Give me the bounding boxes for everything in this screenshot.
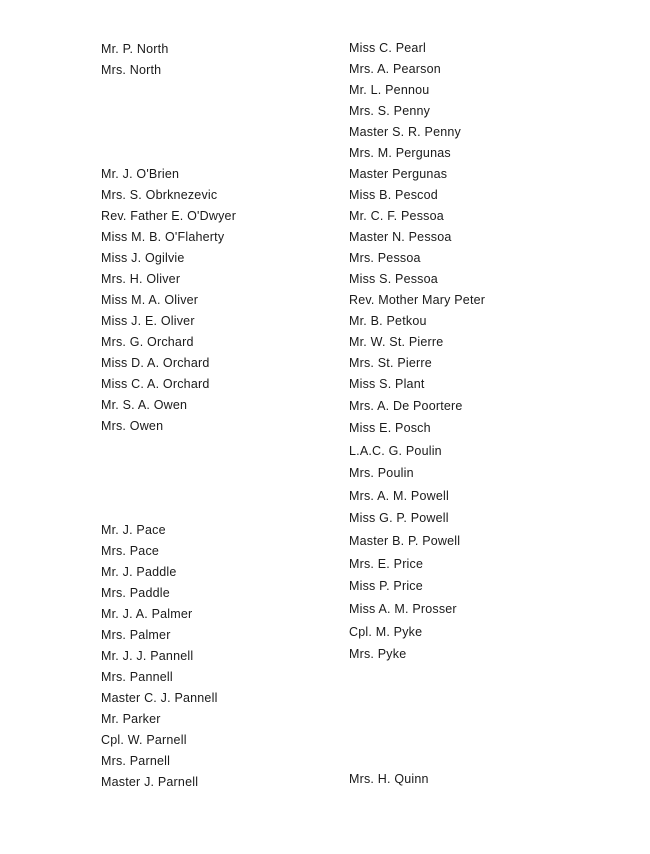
list-item: Mrs. A. De Poortere (349, 399, 463, 413)
list-item: Master C. J. Pannell (101, 691, 218, 705)
list-item: Mrs. G. Orchard (101, 335, 194, 349)
list-item: Mrs. A. M. Powell (349, 489, 449, 503)
list-item: Miss S. Plant (349, 377, 425, 391)
list-item: Miss M. B. O'Flaherty (101, 230, 225, 244)
list-item: Mr. J. A. Palmer (101, 607, 193, 621)
list-item: Miss G. P. Powell (349, 511, 449, 525)
list-item: Miss E. Posch (349, 421, 431, 435)
list-item: Cpl. W. Parnell (101, 733, 187, 747)
list-item: Cpl. M. Pyke (349, 625, 423, 639)
list-item: Mrs. H. Oliver (101, 272, 181, 286)
list-item: Master N. Pessoa (349, 230, 452, 244)
list-item: L.A.C. G. Poulin (349, 444, 442, 458)
list-item: Mrs. Owen (101, 419, 164, 433)
list-item: Mr. S. A. Owen (101, 398, 188, 412)
list-item: Mrs. North (101, 63, 162, 77)
list-item: Miss P. Price (349, 579, 423, 593)
list-item: Mr. J. J. Pannell (101, 649, 194, 663)
list-item: Rev. Father E. O'Dwyer (101, 209, 237, 223)
list-item: Miss S. Pessoa (349, 272, 438, 286)
list-item: Mrs. A. Pearson (349, 62, 441, 76)
list-item: Master S. R. Penny (349, 125, 461, 139)
list-item: Master J. Parnell (101, 775, 199, 789)
list-item: Master Pergunas (349, 167, 448, 181)
list-item: Mrs. St. Pierre (349, 356, 432, 370)
list-item: Mrs. Parnell (101, 754, 171, 768)
list-item: Master B. P. Powell (349, 534, 461, 548)
list-item: Mrs. Paddle (101, 586, 170, 600)
list-item: Miss A. M. Prosser (349, 602, 457, 616)
list-item: Mrs. Palmer (101, 628, 171, 642)
list-item: Miss C. Pearl (349, 41, 426, 55)
list-item: Mrs. S. Penny (349, 104, 431, 118)
list-item: Mrs. Pace (101, 544, 160, 558)
list-item: Mr. J. O'Brien (101, 167, 180, 181)
list-item: Mrs. Pessoa (349, 251, 421, 265)
list-item: Mrs. Pyke (349, 647, 407, 661)
list-item: Mrs. Poulin (349, 466, 414, 480)
list-item: Miss D. A. Orchard (101, 356, 210, 370)
list-item: Mr. B. Petkou (349, 314, 427, 328)
list-item: Mr. Parker (101, 712, 161, 726)
list-item: Mrs. H. Quinn (349, 772, 429, 786)
list-item: Miss M. A. Oliver (101, 293, 199, 307)
list-item: Mr. J. Pace (101, 523, 166, 537)
list-item: Mr. J. Paddle (101, 565, 177, 579)
list-item: Mrs. E. Price (349, 557, 424, 571)
list-item: Mrs. S. Obrknezevic (101, 188, 218, 202)
list-item: Miss J. E. Oliver (101, 314, 195, 328)
list-item: Mr. C. F. Pessoa (349, 209, 444, 223)
list-item: Mr. L. Pennou (349, 83, 430, 97)
list-item: Mr. P. North (101, 42, 169, 56)
list-item: Mr. W. St. Pierre (349, 335, 444, 349)
list-item: Mrs. M. Pergunas (349, 146, 451, 160)
list-item: Miss J. Ogilvie (101, 251, 185, 265)
list-item: Miss C. A. Orchard (101, 377, 210, 391)
list-item: Miss B. Pescod (349, 188, 438, 202)
list-item: Rev. Mother Mary Peter (349, 293, 486, 307)
list-item: Mrs. Pannell (101, 670, 173, 684)
